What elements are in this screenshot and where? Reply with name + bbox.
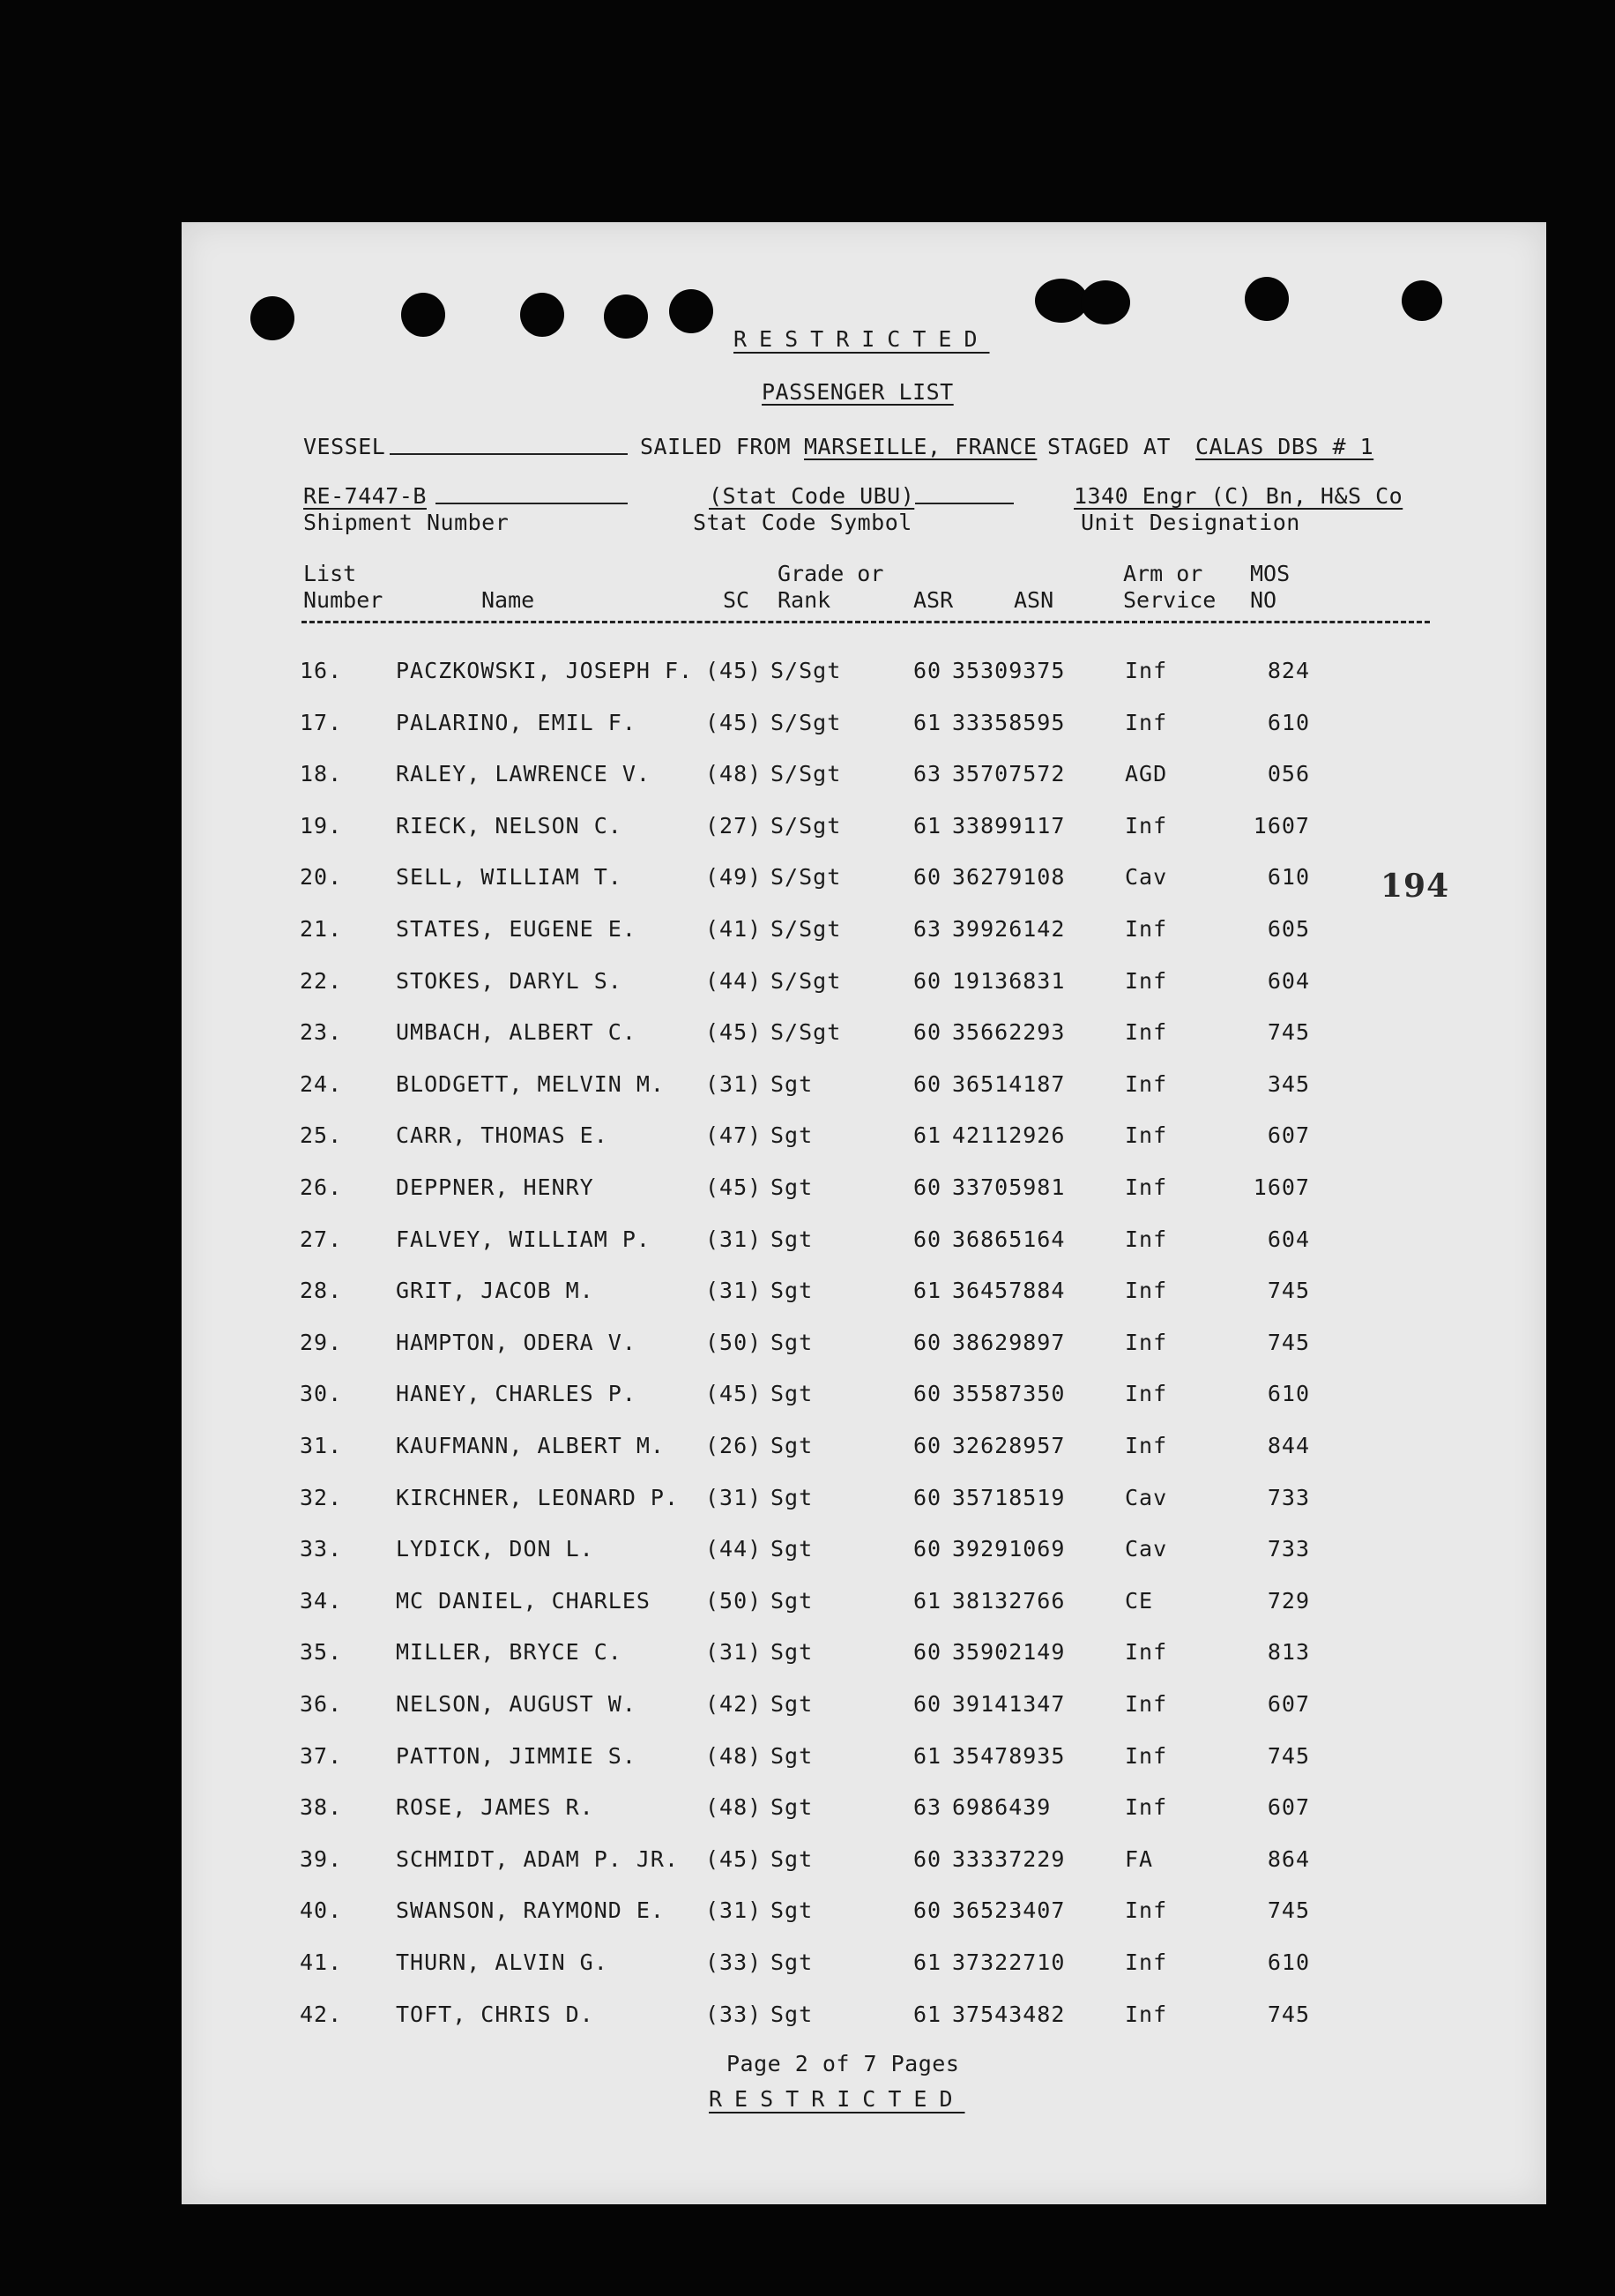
asn-cell: 35662293 [952, 1019, 1066, 1046]
arm-service-cell: Inf [1125, 1381, 1168, 1407]
column-header-arm: Arm or Service [1123, 561, 1217, 613]
asn-cell: 35309375 [952, 658, 1066, 683]
table-row [182, 1949, 1546, 1985]
column-header-asr: ASR [913, 587, 954, 613]
asr-cell: 61 [913, 1949, 942, 1975]
mos-cell: 729 [1267, 1587, 1310, 1614]
arm-service-cell: Inf [1125, 1174, 1168, 1200]
mos-cell: 745 [1267, 1742, 1310, 1769]
name-cell: DEPPNER, HENRY [396, 1174, 594, 1200]
sc-cell: (50) [705, 1587, 763, 1614]
punch-hole [401, 293, 445, 337]
sc-cell: (31) [705, 1226, 763, 1252]
table-row [182, 1174, 1546, 1210]
arm-service-cell: Inf [1125, 1897, 1168, 1924]
sc-cell: (47) [705, 1122, 763, 1149]
asr-cell: 60 [913, 1639, 942, 1666]
table-row [182, 916, 1546, 951]
arm-service-cell: Inf [1125, 709, 1168, 735]
punch-hole [669, 289, 713, 333]
vessel-blank [390, 436, 628, 455]
table-row [182, 1897, 1546, 1933]
restricted-header: RESTRICTED [733, 326, 990, 352]
header-divider [301, 621, 1430, 623]
column-header-grade: Grade or Rank [778, 561, 884, 613]
sc-cell: (45) [705, 658, 763, 683]
rank-cell: Sgt [770, 1536, 814, 1562]
rank-cell: S/Sgt [770, 658, 842, 683]
asr-cell: 63 [913, 1794, 942, 1821]
list-number-cell: 17. [300, 709, 343, 735]
mos-cell: 607 [1267, 1691, 1310, 1717]
name-cell: PACZKOWSKI, JOSEPH F. [396, 658, 694, 683]
arm-service-cell: CE [1125, 1587, 1154, 1614]
sc-cell: (44) [705, 1536, 763, 1562]
list-number-cell: 40. [300, 1897, 343, 1924]
arm-service-cell: Inf [1125, 1433, 1168, 1458]
mos-cell: 345 [1267, 1070, 1310, 1097]
rank-cell: S/Sgt [770, 1019, 842, 1046]
arm-service-cell: Cav [1125, 1484, 1168, 1510]
table-row [182, 1536, 1546, 1571]
list-number-cell: 35. [300, 1639, 343, 1666]
asr-cell: 60 [913, 864, 942, 891]
list-number-cell: 41. [300, 1949, 343, 1975]
mos-cell: 607 [1267, 1794, 1310, 1821]
mos-cell: 607 [1267, 1122, 1310, 1149]
list-number-cell: 27. [300, 1226, 343, 1252]
staged-at-label: STAGED AT [1047, 434, 1171, 459]
sailed-from-value: MARSEILLE, FRANCE [804, 434, 1038, 459]
asr-cell: 61 [913, 1587, 942, 1614]
mos-cell: 056 [1267, 761, 1310, 787]
asn-cell: 6986439 [952, 1794, 1052, 1821]
asr-cell: 60 [913, 1070, 942, 1097]
table-row [182, 968, 1546, 1003]
name-cell: GRIT, JACOB M. [396, 1278, 594, 1304]
list-number-cell: 22. [300, 967, 343, 994]
name-cell: TOFT, CHRIS D. [396, 2001, 594, 2027]
stat-code-value: (Stat Code UBU) [709, 483, 915, 509]
punch-hole [1081, 280, 1130, 324]
list-number-cell: 16. [300, 658, 343, 683]
sc-cell: (31) [705, 1897, 763, 1924]
sc-cell: (33) [705, 1949, 763, 1975]
name-cell: NELSON, AUGUST W. [396, 1691, 636, 1717]
name-cell: KAUFMANN, ALBERT M. [396, 1433, 665, 1458]
asr-cell: 61 [913, 1742, 942, 1769]
asr-cell: 60 [913, 1329, 942, 1355]
mos-cell: 604 [1267, 967, 1310, 994]
name-cell: SCHMIDT, ADAM P. JR. [396, 1845, 680, 1872]
list-number-cell: 34. [300, 1587, 343, 1614]
list-number-cell: 19. [300, 812, 343, 839]
asr-cell: 60 [913, 1019, 942, 1046]
arm-service-cell: Inf [1125, 1949, 1168, 1975]
sc-cell: (31) [705, 1070, 763, 1097]
name-cell: UMBACH, ALBERT C. [396, 1019, 636, 1046]
rank-cell: Sgt [770, 1742, 814, 1769]
arm-service-cell: Inf [1125, 967, 1168, 994]
mos-cell: 610 [1267, 709, 1310, 735]
punch-hole [1035, 279, 1088, 323]
arm-service-cell: Inf [1125, 1329, 1168, 1355]
asn-cell: 35718519 [952, 1484, 1066, 1510]
rank-cell: Sgt [770, 1949, 814, 1975]
mos-cell: 605 [1267, 916, 1310, 942]
name-cell: KIRCHNER, LEONARD P. [396, 1484, 680, 1510]
rank-cell: Sgt [770, 1122, 814, 1149]
asn-cell: 36865164 [952, 1226, 1066, 1252]
rank-cell: Sgt [770, 1381, 814, 1407]
table-row [182, 813, 1546, 848]
list-number-cell: 32. [300, 1484, 343, 1510]
mos-cell: 610 [1267, 1381, 1310, 1407]
mos-cell: 745 [1267, 1278, 1310, 1304]
name-cell: SWANSON, RAYMOND E. [396, 1897, 665, 1924]
table-row [182, 1433, 1546, 1468]
rank-cell: S/Sgt [770, 761, 842, 787]
name-cell: SELL, WILLIAM T. [396, 864, 622, 891]
rank-cell: S/Sgt [770, 812, 842, 839]
name-cell: PATTON, JIMMIE S. [396, 1742, 636, 1769]
asn-cell: 36457884 [952, 1278, 1066, 1304]
shipment-number-label: Shipment Number [303, 510, 510, 535]
column-header-sc: SC [723, 587, 750, 613]
punch-hole [520, 293, 564, 337]
list-number-cell: 36. [300, 1691, 343, 1717]
list-number-cell: 39. [300, 1845, 343, 1872]
asn-cell: 42112926 [952, 1122, 1066, 1149]
asn-cell: 38629897 [952, 1329, 1066, 1355]
arm-service-cell: Inf [1125, 1278, 1168, 1304]
sc-cell: (31) [705, 1484, 763, 1510]
asr-cell: 60 [913, 658, 942, 683]
asn-cell: 33337229 [952, 1845, 1066, 1872]
table-row [182, 1330, 1546, 1365]
rank-cell: Sgt [770, 1174, 814, 1200]
rank-cell: Sgt [770, 2001, 814, 2027]
asr-cell: 63 [913, 761, 942, 787]
rank-cell: Sgt [770, 1897, 814, 1924]
asn-cell: 39291069 [952, 1536, 1066, 1562]
asr-cell: 60 [913, 1484, 942, 1510]
mos-cell: 824 [1267, 658, 1310, 683]
sc-cell: (45) [705, 709, 763, 735]
mos-cell: 1607 [1253, 812, 1310, 839]
arm-service-cell: Cav [1125, 864, 1168, 891]
sc-cell: (41) [705, 916, 763, 942]
table-row [182, 1691, 1546, 1726]
list-number-cell: 28. [300, 1278, 343, 1304]
table-row [182, 1639, 1546, 1674]
mos-cell: 745 [1267, 1897, 1310, 1924]
name-cell: RALEY, LAWRENCE V. [396, 761, 651, 787]
footer-page-count: Page 2 of 7 Pages [726, 2051, 960, 2076]
mos-cell: 844 [1267, 1433, 1310, 1458]
asr-cell: 60 [913, 1381, 942, 1407]
asr-cell: 60 [913, 1691, 942, 1717]
sc-cell: (48) [705, 1742, 763, 1769]
list-number-cell: 29. [300, 1329, 343, 1355]
name-cell: FALVEY, WILLIAM P. [396, 1226, 651, 1252]
asn-cell: 39926142 [952, 916, 1066, 942]
unit-designation-value: 1340 Engr (C) Bn, H&S Co [1074, 483, 1403, 509]
rank-cell: S/Sgt [770, 709, 842, 735]
list-number-cell: 42. [300, 2001, 343, 2027]
asn-cell: 32628957 [952, 1433, 1066, 1458]
asn-cell: 19136831 [952, 967, 1066, 994]
sc-cell: (31) [705, 1639, 763, 1666]
asr-cell: 61 [913, 2001, 942, 2027]
list-number-cell: 30. [300, 1381, 343, 1407]
arm-service-cell: Inf [1125, 1226, 1168, 1252]
asn-cell: 36523407 [952, 1897, 1066, 1924]
list-number-cell: 37. [300, 1742, 343, 1769]
table-row [182, 1122, 1546, 1158]
table-row [182, 1794, 1546, 1830]
rank-cell: S/Sgt [770, 864, 842, 891]
list-number-cell: 26. [300, 1174, 343, 1200]
rank-cell: S/Sgt [770, 967, 842, 994]
asr-cell: 60 [913, 1897, 942, 1924]
list-number-cell: 18. [300, 761, 343, 787]
shipment-number-value: RE-7447-B [303, 483, 427, 509]
asr-cell: 61 [913, 709, 942, 735]
sc-cell: (31) [705, 1278, 763, 1304]
arm-service-cell: Inf [1125, 1019, 1168, 1046]
name-cell: BLODGETT, MELVIN M. [396, 1070, 665, 1097]
rank-cell: Sgt [770, 1433, 814, 1458]
sc-cell: (45) [705, 1019, 763, 1046]
rank-cell: Sgt [770, 1691, 814, 1717]
asn-cell: 37322710 [952, 1949, 1066, 1975]
list-number-cell: 25. [300, 1122, 343, 1149]
table-row [182, 658, 1546, 693]
name-cell: THURN, ALVIN G. [396, 1949, 608, 1975]
punch-hole [1402, 280, 1442, 321]
name-cell: HAMPTON, ODERA V. [396, 1329, 636, 1355]
table-row [182, 1226, 1546, 1262]
asn-cell: 33899117 [952, 812, 1066, 839]
list-number-cell: 33. [300, 1536, 343, 1562]
document-title: PASSENGER LIST [762, 379, 954, 405]
sc-cell: (44) [705, 967, 763, 994]
punch-hole [1245, 277, 1289, 321]
name-cell: MILLER, BRYCE C. [396, 1639, 622, 1666]
asn-cell: 38132766 [952, 1587, 1066, 1614]
sc-cell: (49) [705, 864, 763, 891]
rank-cell: Sgt [770, 1639, 814, 1666]
asr-cell: 61 [913, 812, 942, 839]
asn-cell: 33358595 [952, 709, 1066, 735]
rank-cell: Sgt [770, 1587, 814, 1614]
asr-cell: 60 [913, 967, 942, 994]
restricted-footer: RESTRICTED [709, 2086, 965, 2112]
name-cell: MC DANIEL, CHARLES [396, 1587, 651, 1614]
column-header-mos: MOS NO [1250, 561, 1291, 613]
table-row [182, 864, 1546, 899]
mos-cell: 733 [1267, 1484, 1310, 1510]
list-number-cell: 21. [300, 916, 343, 942]
table-row [182, 710, 1546, 745]
mos-cell: 813 [1267, 1639, 1310, 1666]
column-header-asn: ASN [1014, 587, 1054, 613]
table-row [182, 2002, 1546, 2037]
arm-service-cell: Inf [1125, 1639, 1168, 1666]
asn-cell: 39141347 [952, 1691, 1066, 1717]
arm-service-cell: Cav [1125, 1536, 1168, 1562]
asn-cell: 35478935 [952, 1742, 1066, 1769]
asr-cell: 60 [913, 1174, 942, 1200]
name-cell: ROSE, JAMES R. [396, 1794, 594, 1821]
table-row [182, 1019, 1546, 1055]
name-cell: RIECK, NELSON C. [396, 812, 622, 839]
sc-cell: (48) [705, 761, 763, 787]
sc-cell: (26) [705, 1433, 763, 1458]
rank-cell: Sgt [770, 1329, 814, 1355]
unit-designation-label: Unit Designation [1081, 510, 1300, 535]
document-page [182, 222, 1546, 2204]
table-row [182, 1278, 1546, 1313]
column-header-list-number: List Number [303, 561, 383, 613]
sc-cell: (33) [705, 2001, 763, 2027]
arm-service-cell: Inf [1125, 916, 1168, 942]
rank-cell: Sgt [770, 1278, 814, 1304]
asr-cell: 61 [913, 1122, 942, 1149]
arm-service-cell: Inf [1125, 1070, 1168, 1097]
name-cell: PALARINO, EMIL F. [396, 709, 636, 735]
list-number-cell: 38. [300, 1794, 343, 1821]
name-cell: HANEY, CHARLES P. [396, 1381, 636, 1407]
asn-cell: 33705981 [952, 1174, 1066, 1200]
mos-cell: 745 [1267, 1019, 1310, 1046]
shipment-blank [435, 485, 628, 504]
asn-cell: 37543482 [952, 2001, 1066, 2027]
list-number-cell: 20. [300, 864, 343, 891]
column-header-name: Name [481, 587, 535, 613]
arm-service-cell: Inf [1125, 1691, 1168, 1717]
sc-cell: (45) [705, 1845, 763, 1872]
asn-cell: 35587350 [952, 1381, 1066, 1407]
table-row [182, 1743, 1546, 1778]
list-number-cell: 23. [300, 1019, 343, 1046]
asr-cell: 60 [913, 1536, 942, 1562]
mos-cell: 1607 [1253, 1174, 1310, 1200]
mos-cell: 604 [1267, 1226, 1310, 1252]
table-row [182, 761, 1546, 796]
staged-at-value: CALAS DBS # 1 [1195, 434, 1374, 459]
punch-hole [250, 296, 294, 340]
asn-cell: 36279108 [952, 864, 1066, 891]
rank-cell: Sgt [770, 1226, 814, 1252]
table-row [182, 1071, 1546, 1107]
name-cell: STATES, EUGENE E. [396, 916, 636, 942]
sc-cell: (27) [705, 812, 763, 839]
page-stamp: 194 [1381, 868, 1450, 905]
rank-cell: Sgt [770, 1484, 814, 1510]
asr-cell: 60 [913, 1226, 942, 1252]
arm-service-cell: AGD [1125, 761, 1168, 787]
rank-cell: Sgt [770, 1845, 814, 1872]
mos-cell: 733 [1267, 1536, 1310, 1562]
arm-service-cell: Inf [1125, 812, 1168, 839]
sc-cell: (48) [705, 1794, 763, 1821]
arm-service-cell: Inf [1125, 1794, 1168, 1821]
asr-cell: 60 [913, 1433, 942, 1458]
name-cell: CARR, THOMAS E. [396, 1122, 608, 1149]
arm-service-cell: Inf [1125, 2001, 1168, 2027]
rank-cell: S/Sgt [770, 916, 842, 942]
table-row [182, 1485, 1546, 1520]
name-cell: STOKES, DARYL S. [396, 967, 622, 994]
asn-cell: 35902149 [952, 1639, 1066, 1666]
stat-code-blank [915, 485, 1014, 504]
rank-cell: Sgt [770, 1794, 814, 1821]
asn-cell: 36514187 [952, 1070, 1066, 1097]
asn-cell: 35707572 [952, 761, 1066, 787]
mos-cell: 864 [1267, 1845, 1310, 1872]
arm-service-cell: FA [1125, 1845, 1154, 1872]
sc-cell: (50) [705, 1329, 763, 1355]
arm-service-cell: Inf [1125, 1742, 1168, 1769]
mos-cell: 745 [1267, 2001, 1310, 2027]
sailed-from-label: SAILED FROM [640, 434, 792, 459]
sc-cell: (45) [705, 1381, 763, 1407]
mos-cell: 745 [1267, 1329, 1310, 1355]
mos-cell: 610 [1267, 1949, 1310, 1975]
stat-code-label: Stat Code Symbol [693, 510, 912, 535]
asr-cell: 60 [913, 1845, 942, 1872]
table-row [182, 1588, 1546, 1623]
table-row [182, 1846, 1546, 1882]
name-cell: LYDICK, DON L. [396, 1536, 594, 1562]
rank-cell: Sgt [770, 1070, 814, 1097]
list-number-cell: 24. [300, 1070, 343, 1097]
vessel-label: VESSEL [303, 434, 386, 459]
asr-cell: 63 [913, 916, 942, 942]
asr-cell: 61 [913, 1278, 942, 1304]
sc-cell: (42) [705, 1691, 763, 1717]
list-number-cell: 31. [300, 1433, 343, 1458]
punch-hole [604, 294, 648, 339]
mos-cell: 610 [1267, 864, 1310, 891]
arm-service-cell: Inf [1125, 1122, 1168, 1149]
arm-service-cell: Inf [1125, 658, 1168, 683]
table-row [182, 1381, 1546, 1416]
sc-cell: (45) [705, 1174, 763, 1200]
